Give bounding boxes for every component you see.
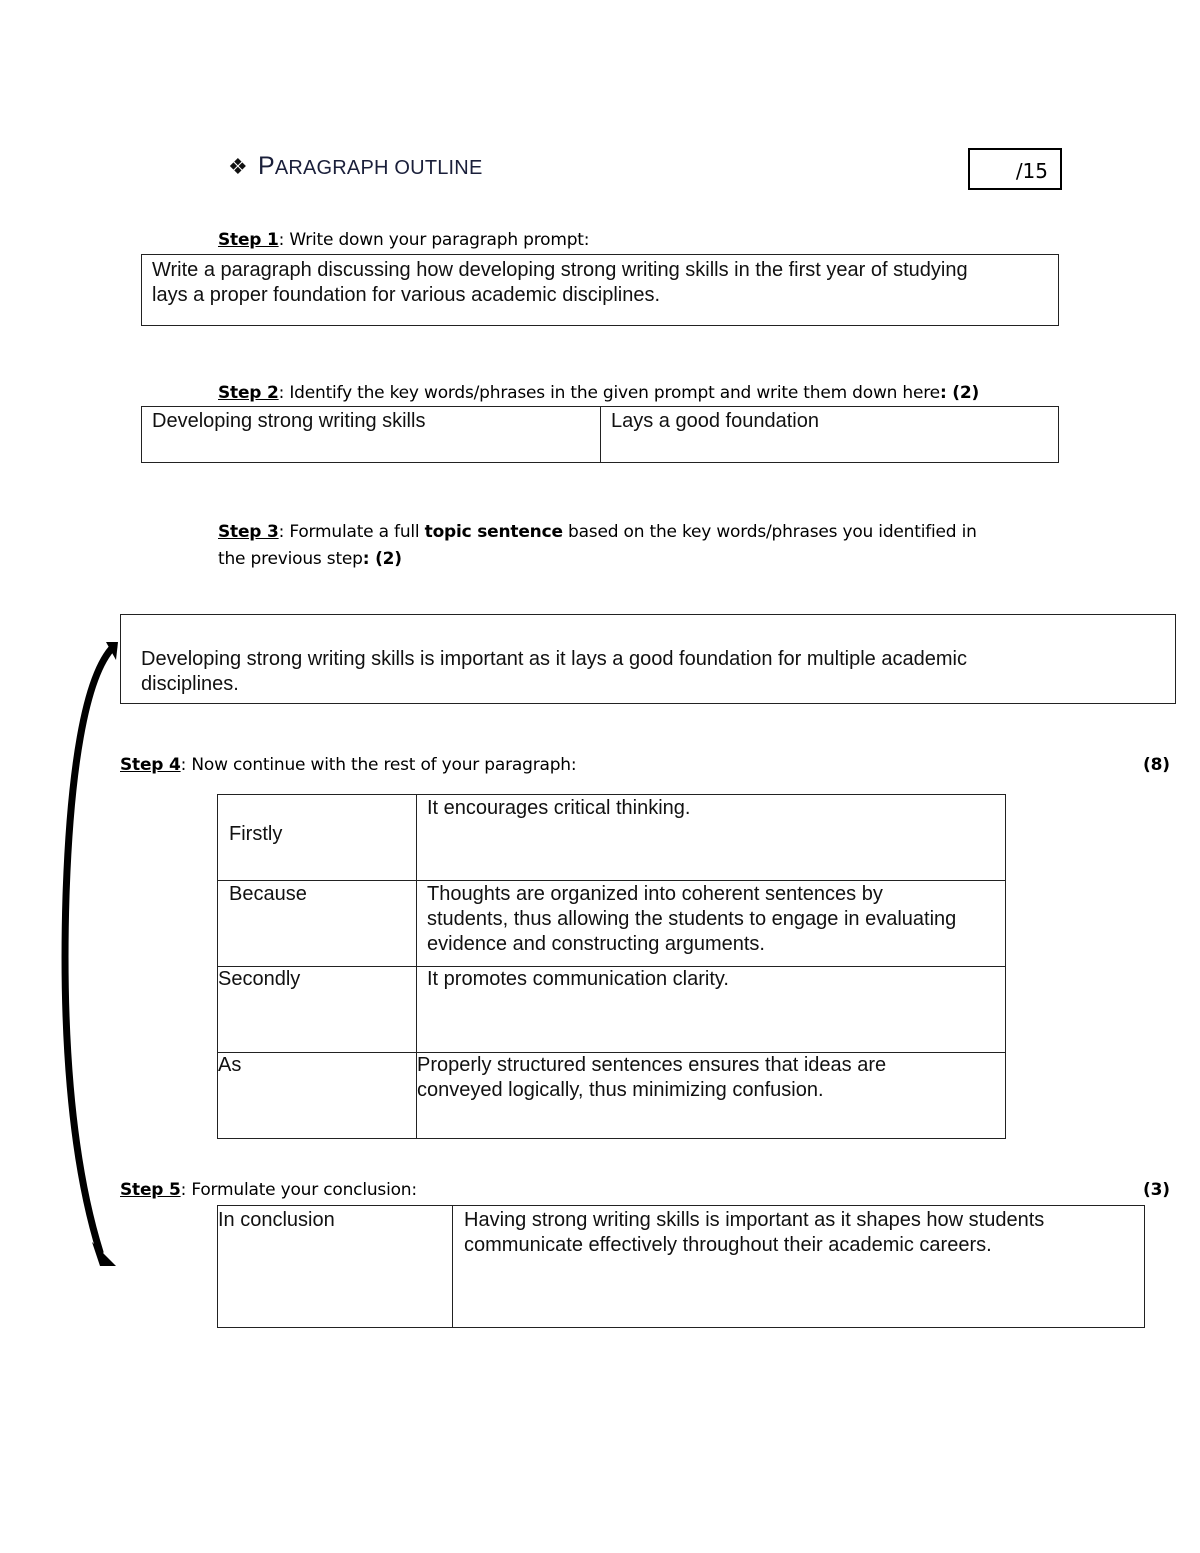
step3-answer-line2: disciplines.	[141, 673, 239, 695]
step5-column-divider	[452, 1206, 453, 1327]
step4-point-line[interactable]: It promotes communication clarity.	[427, 968, 729, 990]
step4-connector-as[interactable]: As	[218, 1054, 242, 1076]
step4-point-line[interactable]: Properly structured sentences ensures that ideas are	[417, 1054, 887, 1076]
step5-label: Step 5	[120, 1180, 181, 1200]
score-total: /15	[1015, 159, 1048, 183]
step2-marks: : (2)	[939, 383, 980, 403]
step5-answer-line1[interactable]: Having strong writing skills is important as it shapes how students	[464, 1209, 1045, 1231]
step2-divider	[600, 407, 601, 462]
topic-sentence-term: topic sentence	[424, 522, 563, 542]
step4-label: Step 4	[120, 755, 181, 775]
step4-marks: (8)	[1143, 755, 1170, 775]
step5-table	[217, 1205, 1145, 1328]
step4-connector-because[interactable]: Because	[229, 883, 307, 905]
step4-point-line[interactable]: Thoughts are organized into coherent sentences by	[427, 883, 883, 905]
step4-instruction: : Now continue with the rest of your paragraph:	[180, 755, 577, 775]
step4-row-divider	[218, 880, 1005, 881]
step2-label: Step 2	[218, 383, 279, 403]
step4-point-line[interactable]: students, thus allowing the students to engage in evaluating	[427, 908, 957, 930]
step2-keyword1[interactable]: Developing strong writing skills	[152, 410, 426, 432]
diamond-bullet-icon: ❖	[228, 154, 248, 179]
step1-answer-line1: Write a paragraph discussing how developing strong writing skills in the first year of studying	[152, 259, 968, 281]
step3-label: Step 3	[218, 522, 279, 542]
step3-topic-sentence-box[interactable]	[120, 614, 1176, 704]
step4-point-line[interactable]: It encourages critical thinking.	[427, 797, 691, 819]
step5-instruction: : Formulate your conclusion:	[180, 1180, 417, 1200]
step1-instruction: : Write down your paragraph prompt:	[278, 230, 590, 250]
score-box[interactable]	[968, 148, 1062, 190]
step2-heading	[218, 383, 979, 403]
step1-answer-box[interactable]	[141, 254, 1059, 326]
step3-heading-line2: the previous step: (2)	[218, 549, 402, 569]
page-title: ❖ PARAGRAPH OUTLINE	[228, 152, 483, 180]
step3-marks: : (2)	[362, 549, 402, 569]
curved-arrow-icon	[56, 636, 126, 1276]
step4-table	[217, 794, 1006, 1139]
step3-heading: Step 3: Formulate a full topic sentence based on the key words/phrases you identified in	[218, 522, 977, 542]
step2-keywords-table	[141, 406, 1059, 463]
step5-connector-in-conclusion[interactable]: In conclusion	[218, 1209, 335, 1231]
step4-heading	[120, 755, 576, 775]
step1-label: Step 1	[218, 230, 279, 250]
step5-marks: (3)	[1143, 1180, 1170, 1200]
step2-instruction: : Identify the key words/phrases in the given prompt and write them down here	[278, 383, 940, 403]
step5-heading	[120, 1180, 417, 1200]
step4-point-line[interactable]: evidence and constructing arguments.	[427, 933, 765, 955]
step4-connector-firstly[interactable]: Firstly	[229, 823, 283, 845]
step4-point-line[interactable]: conveyed logically, thus minimizing confusion.	[417, 1079, 824, 1101]
step5-answer-line2[interactable]: communicate effectively throughout their academic careers.	[464, 1234, 992, 1256]
step4-connector-secondly[interactable]: Secondly	[218, 968, 301, 990]
step1-answer-line2: lays a proper foundation for various academic disciplines.	[152, 284, 661, 306]
step2-keyword2[interactable]: Lays a good foundation	[611, 410, 819, 432]
step1-heading	[218, 230, 589, 250]
step3-answer-line1: Developing strong writing skills is important as it lays a good foundation for multiple academic	[141, 648, 967, 670]
